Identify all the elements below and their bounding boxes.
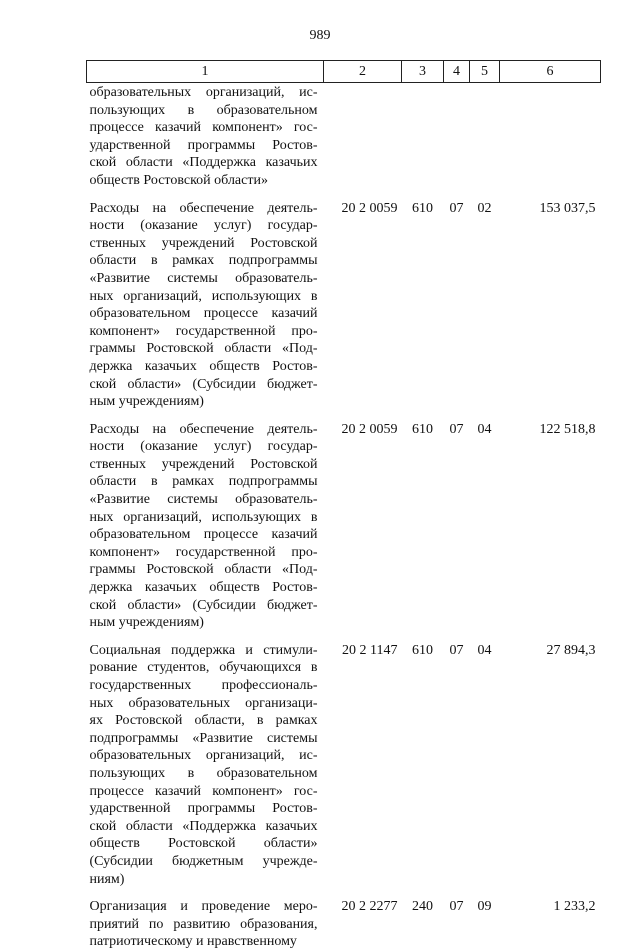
amount: 1 233,2 [553,899,596,915]
description-line: ниям) [89,871,125,887]
header-col-5: 5 [470,61,500,83]
description-line: ных образовательных организаци- [89,695,318,711]
description-line: Расходы на обеспечение деятель- [89,200,318,216]
amount [500,83,601,190]
target-article-code: 20 2 0059 [341,421,398,437]
description-line: обществ Ростовской области» [89,172,268,188]
section: 07 [449,642,464,658]
description-line: приятий по развитию образования, [89,916,318,932]
description-line: ской области «Поддержка казачьих [89,818,318,834]
description-line: ской области» (Субсидии бюджет- [89,376,318,392]
target-article-code [324,83,402,190]
description-line: Расходы на обеспечение деятель- [89,421,318,437]
section: 07 [449,899,464,915]
description-line: ударственной программы Ростов- [89,137,318,153]
description-line: ности (оказание услуг) государ- [89,439,318,455]
description-line: (Субсидии бюджетным учрежде- [89,853,318,869]
description-line: процессе казачий компонент» гос- [89,783,318,799]
table-row [87,411,601,632]
description-line: патриотическому и нравственному [89,934,297,950]
header-col-2: 2 [324,61,402,83]
description-line: государственных профессиональ- [89,678,318,693]
amount: 122 518,8 [539,421,596,437]
expense-type: 610 [412,200,433,216]
target-article-code: 20 2 2277 [341,899,398,915]
expense-type: 240 [412,899,433,915]
row-description [87,83,324,190]
description-line: ской области «Поддержка казачьих [89,155,318,171]
page-number: 989 [309,28,331,43]
row-description [87,190,324,411]
description-line: образовательных организаций, ис- [89,748,318,764]
description-line: ской области» (Субсидии бюджет- [89,597,318,613]
expense-type: 610 [412,421,433,437]
subsection: 04 [477,642,492,658]
description-line: образовательном процессе казачий [89,306,318,322]
target-article-code: 20 2 0059 [341,200,398,216]
description-line: «Развитие системы образователь- [89,492,318,508]
description-line: пользующих в образовательном [89,102,318,118]
subsection [470,83,500,190]
table-row [87,888,601,951]
expense-type [402,83,444,190]
amount: 153 037,5 [539,200,596,216]
subsection: 04 [477,421,492,437]
description-line: ных организаций, использующих в [89,288,318,304]
description-line: области в рамках подпрограммы [89,474,318,490]
description-line: подпрограммы «Развитие системы [89,730,318,746]
expense-type: 610 [412,642,433,658]
description-line: обществ Ростовской области» [89,836,318,852]
header-col-6: 6 [500,61,601,83]
description-line: ственных учреждений Ростовской [89,456,318,472]
table-row [87,83,601,190]
section: 07 [449,421,464,437]
row-description [87,411,324,632]
description-line: Социальная поддержка и стимули- [89,642,318,658]
description-line: процессе казачий компонент» гос- [89,120,318,136]
section [444,83,470,190]
amount: 27 894,3 [546,642,596,658]
budget-table [86,60,601,951]
description-line: держка казачьих обществ Ростов- [89,580,318,596]
description-line: ности (оказание услуг) государ- [89,218,318,234]
description-line: области в рамках подпрограммы [89,253,318,269]
table-header-row [87,61,601,83]
description-line: образовательном процессе казачий [89,527,318,543]
description-line: держка казачьих обществ Ростов- [89,358,318,374]
description-line: образовательных организаций, ис- [89,85,318,100]
description-line: компонент» государственной про- [89,323,318,339]
description-line: граммы Ростовской области «Под- [89,562,318,578]
description-line: рование студентов, обучающихся в [89,660,318,676]
description-line: Организация и проведение меро- [89,899,318,915]
header-col-4: 4 [444,61,470,83]
subsection: 09 [477,899,492,915]
table-body [87,83,601,951]
description-line: ственных учреждений Ростовской [89,235,318,251]
header-col-3: 3 [402,61,444,83]
description-line: ях Ростовской области, в рамках [89,713,318,729]
description-line: пользующих в образовательном [89,765,318,781]
row-description [87,888,324,951]
section: 07 [449,200,464,216]
description-line: ных организаций, использующих в [89,509,318,525]
table-row [87,632,601,888]
description-line: ударственной программы Ростов- [89,801,318,817]
description-line: «Развитие системы образователь- [89,270,318,286]
row-description [87,632,324,888]
subsection: 02 [477,200,492,216]
target-article-code: 20 2 1147 [342,642,398,658]
description-line: ным учреждениям) [89,615,204,631]
description-line: ным учреждениям) [89,394,204,410]
header-col-1: 1 [87,61,324,83]
table-row [87,190,601,411]
description-line: граммы Ростовской области «Под- [89,341,318,357]
description-line: компонент» государственной про- [89,544,318,560]
